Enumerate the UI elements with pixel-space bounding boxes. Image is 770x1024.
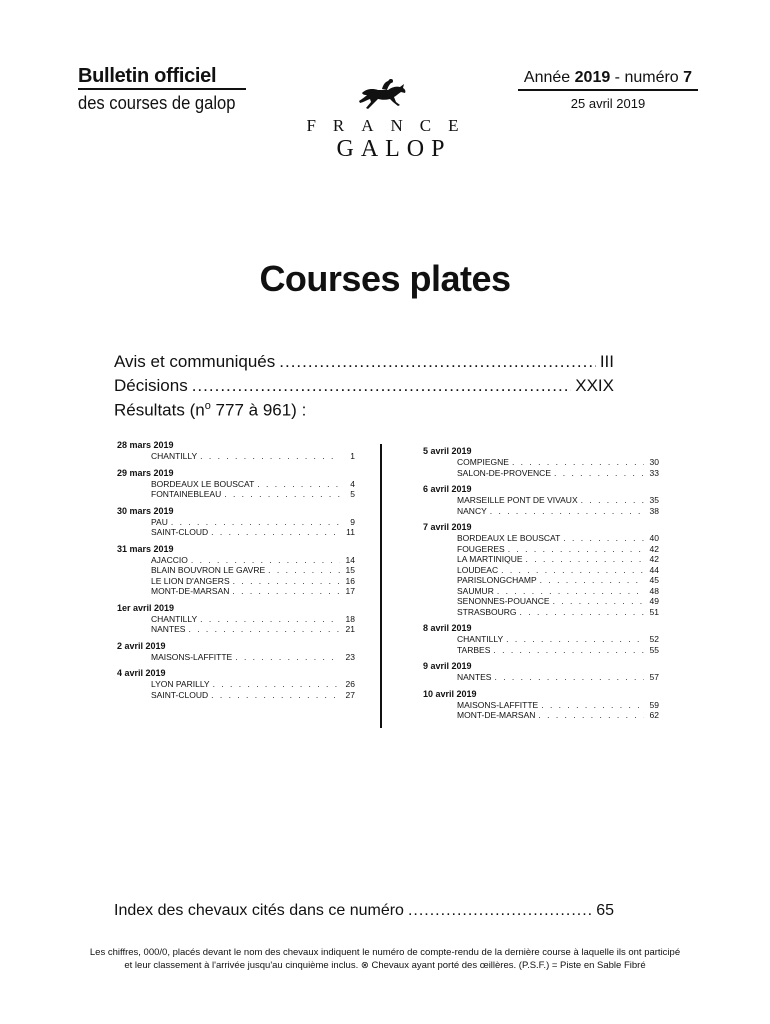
- toc-results-heading: [114, 400, 614, 426]
- results-entry[interactable]: [423, 596, 659, 607]
- issue-info: [518, 68, 698, 113]
- results-entry[interactable]: [117, 555, 355, 566]
- entry-page: 11: [346, 527, 355, 537]
- toc-results-sup: o: [204, 400, 211, 412]
- results-date-group: [117, 468, 355, 500]
- results-entry[interactable]: [117, 576, 355, 587]
- entry-page: 51: [649, 606, 659, 617]
- racecourse-name: NANTES: [151, 624, 186, 634]
- entry-leader: [268, 565, 340, 576]
- logo-galop-text: GALOP: [336, 136, 452, 162]
- entry-page: 59: [649, 699, 659, 710]
- results-date-group: [117, 668, 355, 700]
- results-date: 29 mars 2019: [117, 467, 174, 478]
- entry-leader: [188, 624, 340, 635]
- entry-leader: [520, 607, 644, 618]
- racecourse-name: LA MARTINIQUE: [457, 554, 523, 564]
- toc-results-prefix: Résultats (n: [114, 400, 205, 420]
- results-entry[interactable]: [423, 544, 659, 555]
- results-date: 6 avril 2019: [423, 484, 472, 494]
- results-date: 2 avril 2019: [117, 640, 166, 651]
- results-column-right: [423, 446, 659, 727]
- entry-page: 52: [649, 634, 659, 644]
- entry-leader: [501, 565, 644, 576]
- racecourse-name: NANCY: [457, 505, 487, 516]
- entry-leader: [538, 710, 644, 721]
- entry-page: 40: [649, 533, 659, 543]
- results-date-group: [117, 603, 355, 635]
- france-galop-logo: [290, 78, 480, 162]
- results-entry[interactable]: [117, 614, 355, 625]
- racecourse-name: SAINT-CLOUD: [151, 527, 209, 537]
- results-date-group: [423, 446, 659, 478]
- table-of-contents: [114, 352, 614, 426]
- entry-page: 5: [350, 489, 355, 499]
- entry-leader: [200, 451, 340, 462]
- issue-rule: [518, 89, 698, 91]
- results-date-group: [423, 522, 659, 617]
- results-date: 7 avril 2019: [423, 522, 472, 532]
- racecourse-name: SALON-DE-PROVENCE: [457, 467, 551, 478]
- results-date: 1er avril 2019: [117, 602, 175, 613]
- toc-leader: [192, 376, 572, 396]
- results-entry[interactable]: [117, 652, 355, 663]
- entry-page: 38: [649, 505, 659, 516]
- results-entry[interactable]: [423, 645, 659, 656]
- entry-page: 30: [649, 457, 659, 467]
- racecourse-name: LYON PARILLY: [151, 679, 210, 689]
- year-prefix: Année: [523, 69, 575, 86]
- results-entry[interactable]: [423, 495, 659, 506]
- results-entry[interactable]: [117, 586, 355, 597]
- toc-avis-label: Avis et communiqués: [114, 352, 276, 371]
- results-date-group: [117, 506, 355, 538]
- entry-page: 17: [345, 586, 355, 596]
- results-date: 30 mars 2019: [117, 505, 174, 516]
- results-entry[interactable]: [117, 565, 355, 576]
- results-date: 4 avril 2019: [117, 668, 166, 678]
- racehorse-jockey-icon: [356, 78, 412, 112]
- entry-leader: [171, 517, 340, 528]
- toc-avis-page: III: [599, 352, 614, 371]
- entry-leader: [233, 576, 340, 587]
- bulletin-header: [78, 64, 246, 114]
- racecourse-name: SENONNES-POUANCE: [457, 596, 550, 606]
- entry-leader: [211, 527, 340, 538]
- column-divider: [380, 444, 382, 728]
- entry-leader: [554, 468, 644, 479]
- entry-leader: [232, 586, 340, 597]
- results-date: 31 mars 2019: [117, 543, 174, 554]
- racecourse-name: CHANTILLY: [457, 634, 504, 644]
- bulletin-title-rule: [78, 88, 246, 90]
- racecourse-name: SAINT-CLOUD: [151, 689, 209, 700]
- racecourse-name: PAU: [151, 516, 168, 527]
- issue-year: 2019: [574, 69, 611, 86]
- racecourse-name: TARBES: [457, 644, 491, 655]
- racecourse-name: LE LION D'ANGERS: [151, 575, 230, 586]
- entry-leader: [541, 700, 644, 711]
- entry-page: 49: [649, 596, 659, 606]
- entry-leader: [553, 596, 644, 607]
- racecourse-name: FONTAINEBLEAU: [151, 489, 222, 499]
- results-date: 8 avril 2019: [423, 623, 472, 633]
- results-entry[interactable]: [423, 700, 659, 711]
- issue-year-number: [518, 68, 698, 88]
- footer-line-2: et leur classement à l'arrivée jusqu'au cinquième inclus. ⊗ Chevaux ayant porté des œillères. (P.S.F.) = Piste en Sable Fibré: [124, 960, 646, 971]
- results-date-group: [423, 484, 659, 516]
- results-entry[interactable]: [423, 710, 659, 721]
- entry-leader: [508, 544, 644, 555]
- racecourse-name: BLAIN BOUVRON LE GAVRE: [151, 565, 266, 575]
- entry-page: 42: [649, 554, 659, 564]
- entry-leader: [213, 679, 340, 690]
- racecourse-name: COMPIEGNE: [457, 457, 509, 467]
- entry-leader: [494, 672, 644, 683]
- entry-leader: [581, 495, 644, 506]
- racecourse-name: MAISONS-LAFFITTE: [151, 651, 233, 662]
- results-entry[interactable]: [117, 489, 355, 500]
- racecourse-name: NANTES: [457, 672, 492, 682]
- entry-leader: [540, 575, 644, 586]
- entry-leader: [257, 479, 340, 490]
- racecourse-name: LOUDEAC: [457, 564, 499, 575]
- entry-page: 33: [649, 467, 659, 478]
- entry-leader: [235, 652, 340, 663]
- entry-page: 15: [345, 565, 355, 575]
- results-entry[interactable]: [117, 679, 355, 690]
- entry-leader: [490, 506, 644, 517]
- results-column-left: [117, 440, 355, 706]
- entry-leader: [563, 533, 644, 544]
- toc-index-label: Index des chevaux cités dans ce numéro: [114, 902, 404, 919]
- racecourse-name: BORDEAUX LE BOUSCAT: [457, 533, 561, 543]
- entry-page: 35: [649, 495, 659, 505]
- entry-leader: [506, 634, 644, 645]
- bulletin-subtitle: des courses de galop: [78, 93, 236, 113]
- toc-results-suffix: 777 à 961) :: [210, 400, 307, 420]
- results-date-group: [117, 544, 355, 597]
- bulletin-title: Bulletin officiel: [78, 65, 217, 87]
- racecourse-name: MARSEILLE PONT DE VIVAUX: [457, 495, 578, 505]
- results-entry[interactable]: [423, 554, 659, 565]
- results-entry[interactable]: [423, 586, 659, 597]
- entry-leader: [200, 614, 340, 625]
- entry-page: 27: [345, 689, 355, 700]
- entry-page: 26: [345, 679, 355, 689]
- results-date: 9 avril 2019: [423, 661, 472, 671]
- results-entry[interactable]: [423, 575, 659, 586]
- racecourse-name: PARISLONGCHAMP: [457, 575, 537, 585]
- entry-page: 9: [350, 516, 355, 527]
- racecourse-name: MAISONS-LAFFITTE: [457, 699, 539, 710]
- page-title: Courses plates: [259, 258, 511, 299]
- toc-leader: [408, 902, 592, 920]
- results-date-group: [423, 623, 659, 655]
- entry-page: 45: [649, 575, 659, 585]
- racecourse-name: FOUGERES: [457, 543, 505, 554]
- entry-page: 4: [350, 478, 355, 489]
- results-entry[interactable]: [423, 457, 659, 468]
- entry-leader: [526, 554, 645, 565]
- results-entry[interactable]: [117, 479, 355, 490]
- toc-index-page: 65: [596, 902, 614, 919]
- entry-page: 57: [649, 672, 659, 682]
- entry-page: 55: [649, 644, 659, 655]
- racecourse-name: SAUMUR: [457, 585, 494, 596]
- entry-leader: [497, 586, 644, 597]
- entry-leader: [224, 489, 340, 500]
- results-date-group: [423, 661, 659, 683]
- toc-decisions-label: Décisions: [114, 376, 188, 395]
- results-entry[interactable]: [117, 690, 355, 701]
- results-entry[interactable]: [423, 468, 659, 479]
- entry-page: 21: [345, 624, 355, 634]
- racecourse-name: CHANTILLY: [151, 613, 198, 624]
- entry-leader: [512, 457, 644, 468]
- toc-index[interactable]: [114, 902, 614, 926]
- entry-page: 16: [345, 575, 355, 586]
- entry-page: 14: [345, 554, 355, 565]
- results-date: 5 avril 2019: [423, 446, 472, 456]
- results-entry[interactable]: [423, 533, 659, 544]
- racecourse-name: MONT-DE-MARSAN: [151, 586, 230, 596]
- entry-leader: [493, 645, 644, 656]
- racecourse-name: BORDEAUX LE BOUSCAT: [151, 478, 255, 489]
- results-entry[interactable]: [117, 517, 355, 528]
- results-date-group: [117, 440, 355, 462]
- results-date: 10 avril 2019: [423, 688, 477, 699]
- entry-page: 23: [345, 651, 355, 662]
- results-entry[interactable]: [423, 506, 659, 517]
- results-entry[interactable]: [423, 565, 659, 576]
- footer-line-1: Les chiffres, 000/0, placés devant le nom des chevaux indiquent le numéro de compte-rendu de la dernière course à laquelle ils ont participé: [89, 947, 681, 958]
- results-entry[interactable]: [423, 607, 659, 618]
- issue-date: 25 avril 2019: [570, 96, 646, 111]
- toc-leader: [279, 352, 596, 372]
- racecourse-name: AJACCIO: [151, 554, 188, 565]
- racecourse-name: CHANTILLY: [151, 451, 198, 461]
- racecourse-name: MONT-DE-MARSAN: [457, 710, 536, 720]
- results-entry[interactable]: [117, 624, 355, 635]
- entry-page: 1: [350, 451, 355, 461]
- toc-avis[interactable]: [114, 352, 614, 376]
- entry-page: 18: [345, 613, 355, 624]
- footer-note: [40, 946, 730, 972]
- racecourse-name: STRASBOURG: [457, 606, 517, 617]
- entry-leader: [191, 555, 340, 566]
- results-date-group: [423, 689, 659, 721]
- entry-page: 44: [649, 564, 659, 575]
- entry-page: 42: [649, 543, 659, 554]
- issue-number: 7: [683, 69, 693, 86]
- toc-decisions-page: XXIX: [575, 376, 614, 395]
- number-prefix: - numéro: [610, 69, 684, 86]
- toc-decisions[interactable]: [114, 376, 614, 400]
- entry-page: 62: [649, 710, 659, 720]
- logo-france-text: FRANCE: [306, 116, 476, 135]
- results-entry[interactable]: [423, 634, 659, 645]
- entry-leader: [211, 690, 340, 701]
- results-date-group: [117, 641, 355, 663]
- results-entry[interactable]: [423, 672, 659, 683]
- entry-page: 48: [649, 585, 659, 596]
- results-entry[interactable]: [117, 527, 355, 538]
- results-date: 28 mars 2019: [117, 440, 174, 450]
- results-entry[interactable]: [117, 451, 355, 462]
